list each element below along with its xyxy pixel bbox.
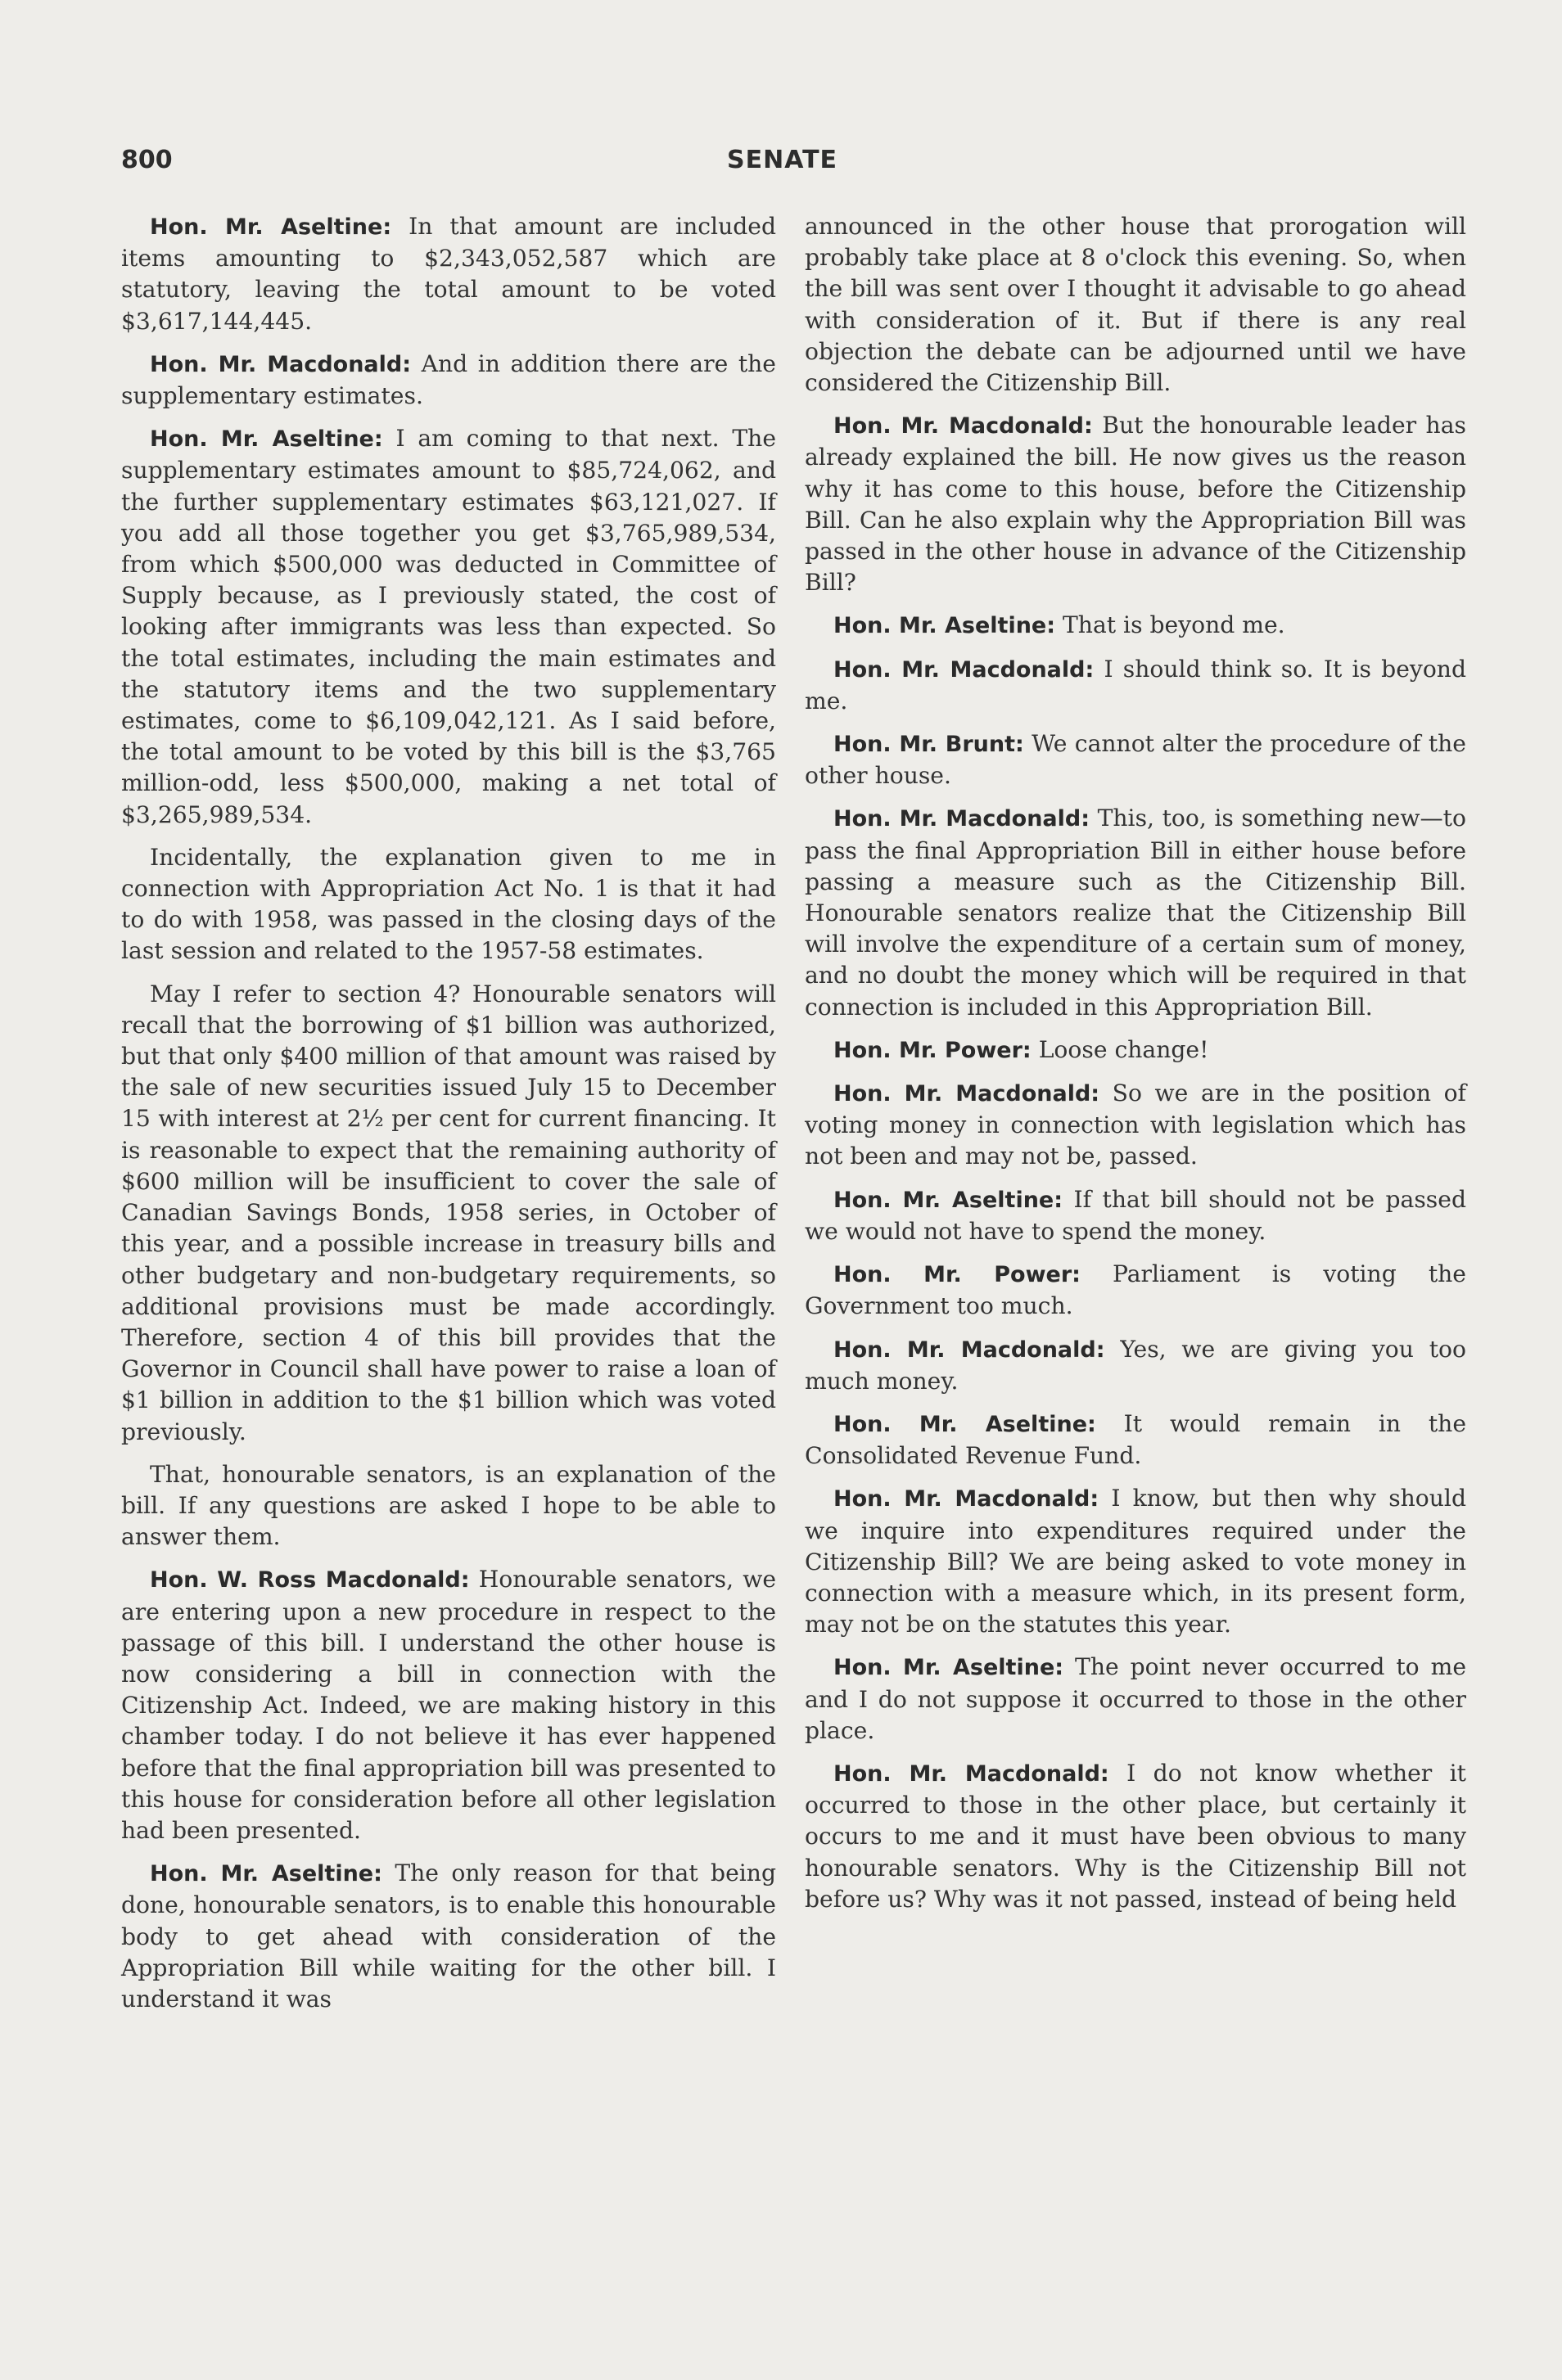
speech-text: Parliament is voting the Government too much. <box>805 1260 1466 1320</box>
paragraph <box>805 1078 1466 1173</box>
speech-text: And in addition there are the supplementary estimates. <box>121 349 776 410</box>
speech-text: The point never occurred to me and I do not suppose it occurred to those in the other place. <box>805 1653 1466 1744</box>
speech-text: Honourable senators, we are entering upon a new procedure in respect to the passage of this bill. I understand the other house is now considering a bill in connection with the Citizenship Act. Indeed, we are making history in this chamber today. I do not believe it has ever happened before that the final appropriation bill was presented to this house for consideration before all other legislation had been presented. <box>121 1566 776 1844</box>
paragraph <box>121 211 776 337</box>
speech-text: So we are in the position of voting money in connection with legislation which has not been and may not be, passed. <box>805 1080 1466 1170</box>
speaker-name: Hon. W. Ross Macdonald: <box>150 1567 470 1593</box>
speech-text: Incidentally, the explanation given to me in connection with Appropriation Act No. 1 is that it had to do with 1958, was passed in the closing days of the last session and related to the 1957-58 estimates. <box>121 843 776 965</box>
speaker-name: Hon. Mr. Aseltine: <box>833 1655 1064 1681</box>
speaker-name: Hon. Mr. Macdonald: <box>833 1081 1100 1107</box>
paragraph <box>805 1483 1466 1640</box>
speech-text: I should think so. It is beyond me. <box>805 655 1466 714</box>
speaker-name: Hon. Mr. Macdonald: <box>833 806 1090 832</box>
paragraph <box>805 1334 1466 1397</box>
speaker-name: Hon. Mr. Aseltine: <box>833 1187 1063 1213</box>
paragraph <box>121 1459 776 1553</box>
speaker-name: Hon. Mr. Power: <box>833 1262 1081 1288</box>
speech-text: In that amount are included items amounting to $2,343,052,587 which are statutory, leaving the total amount to be voted $3,617,144,445. <box>121 213 776 335</box>
paragraph <box>805 1034 1466 1066</box>
paragraph <box>805 1184 1466 1247</box>
paragraph <box>805 211 1466 399</box>
paragraph <box>121 349 776 412</box>
speaker-name: Hon. Mr. Aseltine: <box>150 1861 382 1887</box>
speech-text: The only reason for that being done, honourable senators, is to enable this honourable body to get ahead with consideration of the Appropriation Bill while waiting for the other bill. I understand it was <box>121 1859 776 2013</box>
left-column <box>121 211 776 2026</box>
page-header <box>121 146 1472 187</box>
speaker-name: Hon. Mr. Macdonald: <box>833 1760 1109 1787</box>
speech-text: It would remain in the Consolidated Revenue Fund. <box>805 1409 1466 1470</box>
speaker-name: Hon. Mr. Aseltine: <box>833 1411 1096 1437</box>
paragraph <box>121 842 776 967</box>
speech-text: I do not know whether it occurred to those in the other place, but certainly it occurs to me and it must have been obvious to many honourable senators. Why is the Citizenship Bill not before us? Why was it not passed, instead of being held <box>805 1759 1466 1913</box>
paragraph <box>805 1259 1466 1322</box>
speech-text: announced in the other house that prorogation will probably take place at 8 o'clock this evening. So, when the bill was sent over I thought it advisable to go ahead with consideration of it. But if there is any real objection the debate can be adjourned until we have considered the Citizenship Bill. <box>805 213 1466 397</box>
speech-text: Loose change! <box>1031 1035 1209 1063</box>
speech-text: This, too, is something new—to pass the final Appropriation Bill in either house before passing a measure such as the Citizenship Bill. Honourable senators realize that the Citizenship Bill will involve the expenditure of a certain sum of money, and no doubt the money which will be required in that connection is included in this Appropriation Bill. <box>805 805 1466 1021</box>
page-number: 800 <box>121 146 173 174</box>
speaker-name: Hon. Mr. Macdonald: <box>150 351 412 377</box>
speech-text: I am coming to that next. The supplementary estimates amount to $85,724,062, and the further supplementary estimates $63,121,027. If you add all those together you get $3,765,989,534, from which $500,000 was deducted in Committee of Supply because, as I previously stated, the cost of looking after immigrants was less than expected. So the total estimates, including the main estimates and the statutory items and the two supplementary estimates, come to $6,109,042,121. As I said before, the total amount to be voted by this bill is the $3,765 million-odd, less $500,000, making a net total of $3,265,989,534. <box>121 425 777 828</box>
paragraph <box>121 423 776 831</box>
paragraph <box>805 610 1466 642</box>
speech-text: We cannot alter the procedure of the other house. <box>805 730 1466 790</box>
speech-text: But the honourable leader has already explained the bill. He now gives us the reason why it has come to this house, before the Citizenship Bill. Can he also explain why the Appropriation Bill was passed in the other house in advance of the Citizenship Bill? <box>805 412 1466 597</box>
chamber-title: SENATE <box>727 146 838 174</box>
speaker-name: Hon. Mr. Brunt: <box>833 732 1024 758</box>
speech-text: That, honourable senators, is an explanation of the bill. If any questions are asked I hope to be able to answer them. <box>121 1460 776 1551</box>
speaker-name: Hon. Mr. Macdonald: <box>833 1486 1099 1512</box>
speaker-name: Hon. Mr. Macdonald: <box>833 413 1093 439</box>
speaker-name: Hon. Mr. Aseltine: <box>150 426 383 453</box>
paragraph <box>805 803 1466 1022</box>
paragraph <box>805 654 1466 717</box>
paragraph <box>121 1564 776 1846</box>
paragraph <box>805 1758 1466 1915</box>
speech-text: I know, but then why should we inquire into expenditures required under the Citizenship Bill? We are being asked to vote money in connection with a measure which, in its present form, may not be on the statutes this year. <box>805 1485 1466 1639</box>
paragraph <box>121 979 776 1448</box>
speaker-name: Hon. Mr. Macdonald: <box>833 656 1095 683</box>
right-column <box>805 211 1466 1927</box>
speech-text: That is beyond me. <box>1055 611 1285 639</box>
speaker-name: Hon. Mr. Macdonald: <box>833 1336 1105 1363</box>
speaker-name: Hon. Mr. Power: <box>833 1037 1032 1063</box>
paragraph <box>805 410 1466 598</box>
speech-text: If that bill should not be passed we would not have to spend the money. <box>805 1185 1466 1245</box>
speech-text: Yes, we are giving you too much money. <box>805 1335 1466 1395</box>
paragraph <box>805 1652 1466 1747</box>
paragraph <box>805 728 1466 791</box>
speaker-name: Hon. Mr. Aseltine: <box>150 214 392 240</box>
speaker-name: Hon. Mr. Aseltine: <box>833 613 1056 639</box>
speech-text: May I refer to section 4? Honourable senators will recall that the borrowing of $1 billion was authorized, but that only $400 million of that amount was raised by the sale of new securities issued July 15 to December 15 with interest at 2½ per cent for current financing. It is reasonable to expect that the remaining authority of $600 million will be insufficient to cover the sale of Canadian Savings Bonds, 1958 series, in October of this year, and a possible increase in treasury bills and other budgetary and non-budgetary requirements, so additional provisions must be made accordingly. Therefore, section 4 of this bill provides that the Governor in Council shall have power to raise a loan of $1 billion in addition to the $1 billion which was voted previously. <box>121 980 776 1445</box>
paragraph <box>805 1409 1466 1472</box>
paragraph <box>121 1858 776 2015</box>
